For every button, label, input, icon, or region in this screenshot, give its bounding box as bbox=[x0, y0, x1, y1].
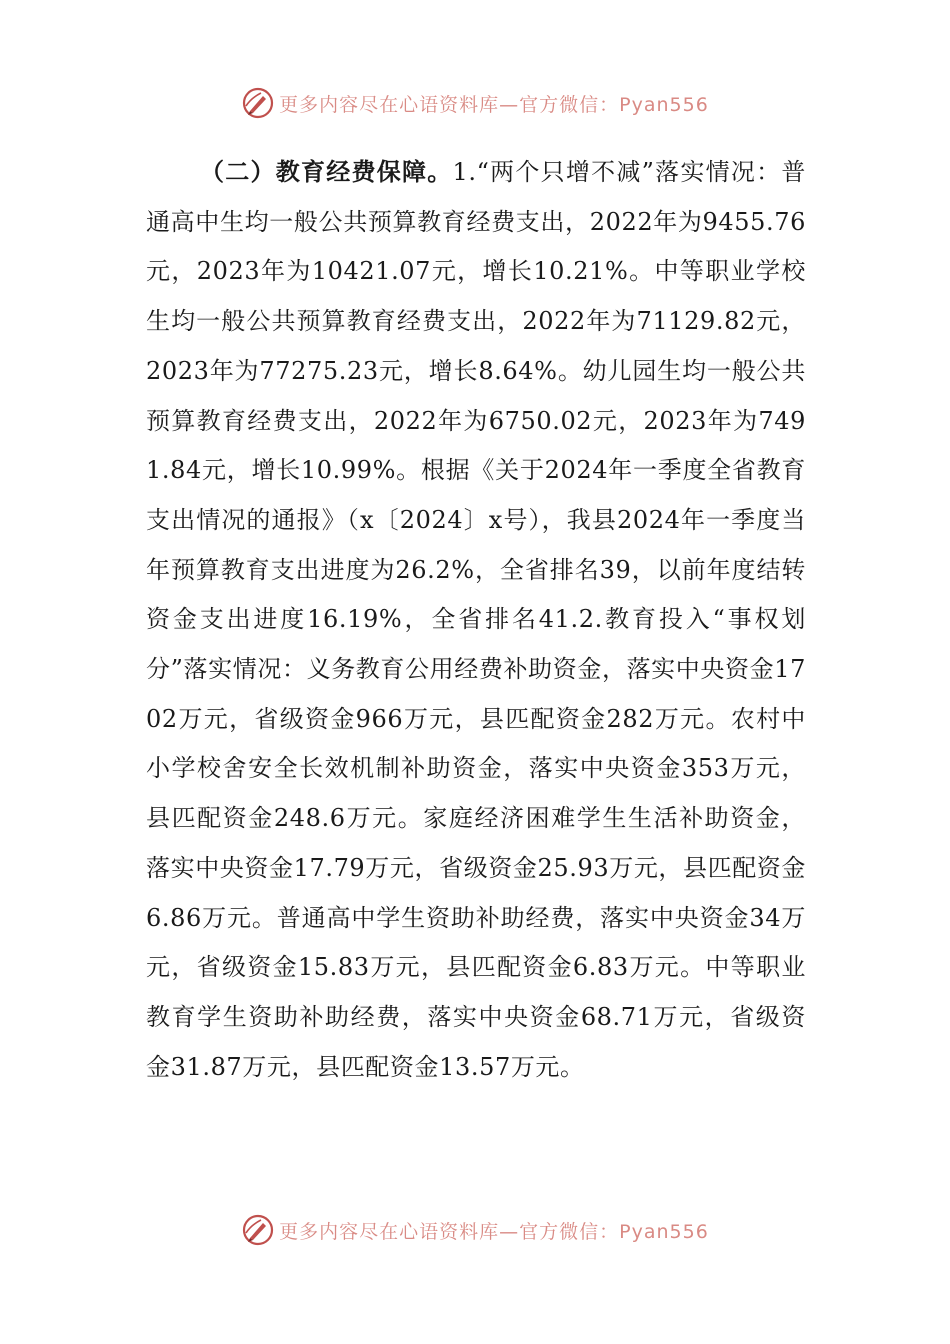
pen-logo-icon bbox=[241, 1213, 275, 1247]
header-watermark bbox=[0, 83, 950, 123]
section-heading: （二）教育经费保障。 bbox=[200, 157, 453, 186]
document-body bbox=[146, 147, 806, 1092]
watermark-text: 更多内容尽在心语资料库—官方微信：Pyan556 bbox=[279, 1220, 709, 1243]
watermark-text: 更多内容尽在心语资料库—官方微信：Pyan556 bbox=[279, 93, 709, 116]
pen-logo-icon bbox=[241, 86, 275, 120]
footer-watermark bbox=[0, 1210, 950, 1250]
section-body-text: 1.“两个只增不减”落实情况：普通高中生均一般公共预算教育经费支出，2022年为9455.76元，2023年为10421.07元，增长10.21%。中等职业学校生均一般公共预算教育经费支出，2022年为71129.82元，2023年为77275.23元，增长8.64%。幼儿园生均一般公共预算教育经费支出，2022年为6750.02元，2023年为7491.84元，增长10.99%。根据《关于2024年一季度全省教育支出情况的通报》（x〔2024〕x号），我县2024年一季度当年预算教育支出进度为26.2%，全省排名39，以前年度结转资金支出进度16.19%，全省排名41.2.教育投入“事权划分”落实情况：义务教育公用经费补助资金，落实中央资金1702万元，省级资金966万元，县匹配资金282万元。农村中小学校舍安全长效机制补助资金，落实中央资金353万元，县匹配资金248.6万元。家庭经济困难学生生活补助资金，落实中央资金17.79万元，省级资金25.93万元，县匹配资金6.86万元。普通高中学生资助补助经费，落实中央资金34万元，省级资金15.83万元，县匹配资金6.83万元。中等职业教育学生资助补助经费，落实中央资金68.71万元，省级资金31.87万元，县匹配资金13.57万元。 bbox=[146, 158, 807, 1081]
